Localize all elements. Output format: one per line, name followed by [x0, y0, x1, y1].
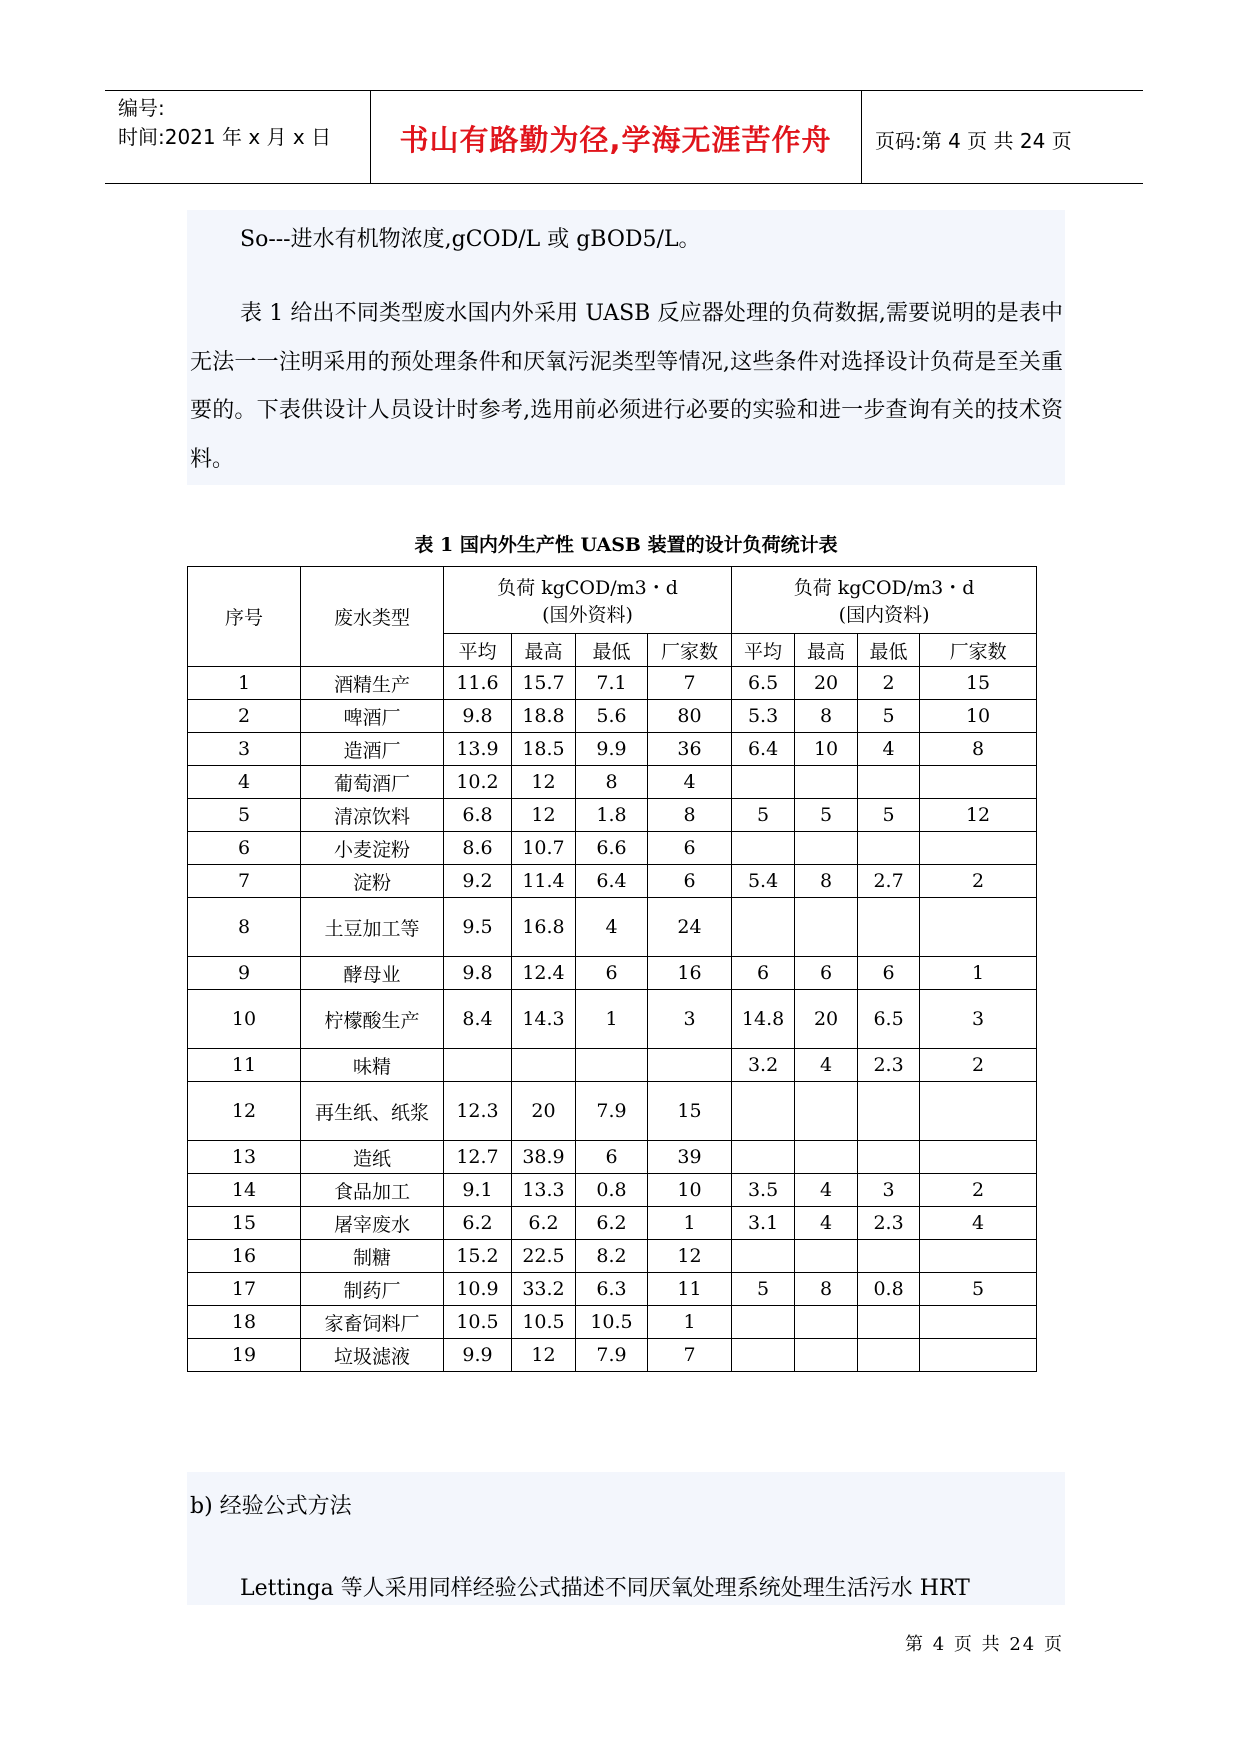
cell-foreign-max: 12 [512, 799, 576, 832]
cell-domestic-avg: 5.3 [732, 700, 795, 733]
cell-domestic-min [858, 832, 920, 865]
cell-type: 造纸 [301, 1141, 444, 1174]
cell-foreign-min: 6 [576, 957, 648, 990]
cell-domestic-plants: 10 [920, 700, 1037, 733]
cell-foreign-min: 0.8 [576, 1174, 648, 1207]
header-divider-right [861, 90, 862, 183]
header-page-info: 页码:第 4 页 共 24 页 [875, 129, 1072, 153]
cell-type: 制糖 [301, 1240, 444, 1273]
cell-domestic-max [795, 766, 858, 799]
table-row [188, 700, 1037, 733]
cell-domestic-avg [732, 766, 795, 799]
cell-foreign-plants: 11 [648, 1273, 732, 1306]
lettinga-line: Lettinga 等人采用同样经验公式描述不同厌氧处理系统处理生活污水 HRT [240, 1576, 970, 1601]
cell-domestic-min: 3 [858, 1174, 920, 1207]
subheader-domestic-avg: 平均 [732, 634, 795, 667]
table-row [188, 865, 1037, 898]
cell-domestic-avg: 3.1 [732, 1207, 795, 1240]
cell-domestic-max: 8 [795, 1273, 858, 1306]
cell-foreign-min: 10.5 [576, 1306, 648, 1339]
cell-foreign-avg: 12.3 [444, 1082, 512, 1141]
subheader-foreign-min: 最低 [576, 634, 648, 667]
cell-seq: 12 [188, 1082, 301, 1141]
table-row [188, 1339, 1037, 1372]
cell-domestic-min: 2.3 [858, 1049, 920, 1082]
cell-foreign-max: 10.7 [512, 832, 576, 865]
cell-domestic-plants [920, 1240, 1037, 1273]
cell-domestic-min [858, 1306, 920, 1339]
cell-type: 食品加工 [301, 1174, 444, 1207]
cell-foreign-avg: 6.8 [444, 799, 512, 832]
cell-domestic-plants: 2 [920, 865, 1037, 898]
cell-foreign-avg [444, 1049, 512, 1082]
cell-type: 酒精生产 [301, 667, 444, 700]
cell-domestic-avg [732, 1240, 795, 1273]
cell-foreign-plants: 4 [648, 766, 732, 799]
cell-domestic-plants: 12 [920, 799, 1037, 832]
cell-domestic-min: 4 [858, 733, 920, 766]
cell-foreign-avg: 8.4 [444, 990, 512, 1049]
cell-seq: 19 [188, 1339, 301, 1372]
cell-domestic-min: 2.7 [858, 865, 920, 898]
table-row [188, 733, 1037, 766]
cell-domestic-avg: 5 [732, 799, 795, 832]
cell-domestic-min: 0.8 [858, 1273, 920, 1306]
section-b-heading: b) 经验公式方法 [190, 1494, 352, 1519]
table-row [188, 1049, 1037, 1082]
cell-seq: 15 [188, 1207, 301, 1240]
cell-foreign-plants: 3 [648, 990, 732, 1049]
cell-domestic-min: 2 [858, 667, 920, 700]
cell-domestic-min [858, 1240, 920, 1273]
cell-seq: 3 [188, 733, 301, 766]
subheader-foreign-plants: 厂家数 [648, 634, 732, 667]
cell-foreign-min: 9.9 [576, 733, 648, 766]
cell-foreign-max: 12 [512, 1339, 576, 1372]
cell-foreign-max: 22.5 [512, 1240, 576, 1273]
table-body [188, 667, 1037, 1372]
cell-foreign-avg: 12.7 [444, 1141, 512, 1174]
cell-domestic-max: 8 [795, 865, 858, 898]
cell-type: 屠宰废水 [301, 1207, 444, 1240]
cell-domestic-avg: 14.8 [732, 990, 795, 1049]
cell-domestic-plants [920, 898, 1037, 957]
header-domestic-group [732, 567, 1037, 634]
cell-domestic-min [858, 1339, 920, 1372]
cell-foreign-min: 1.8 [576, 799, 648, 832]
header-wastewater-type: 废水类型 [301, 567, 444, 667]
cell-foreign-plants: 80 [648, 700, 732, 733]
cell-domestic-max: 6 [795, 957, 858, 990]
cell-foreign-plants: 36 [648, 733, 732, 766]
cell-seq: 9 [188, 957, 301, 990]
doc-time-label: 时间:2021 年 x 月 x 日 [118, 125, 332, 149]
cell-type: 造酒厂 [301, 733, 444, 766]
cell-domestic-max [795, 898, 858, 957]
cell-foreign-avg: 10.9 [444, 1273, 512, 1306]
cell-domestic-max [795, 1306, 858, 1339]
so-definition-line: So---进水有机物浓度,gCOD/L 或 gBOD5/L。 [240, 227, 701, 252]
cell-type: 小麦淀粉 [301, 832, 444, 865]
cell-foreign-min: 6.2 [576, 1207, 648, 1240]
table-row [188, 957, 1037, 990]
cell-domestic-max: 20 [795, 667, 858, 700]
cell-foreign-avg: 9.1 [444, 1174, 512, 1207]
intro-paragraph: 表 1 给出不同类型废水国内外采用 UASB 反应器处理的负荷数据,需要说明的是表中无法一一注明采用的预处理条件和厌氧污泥类型等情况,这些条件对选择设计负荷是至关重要的。下表供设计人员设计时参考,选用前必须进行必要的实验和进一步查询有关的技术资料。 [190, 301, 1063, 472]
cell-domestic-plants: 3 [920, 990, 1037, 1049]
cell-type: 酵母业 [301, 957, 444, 990]
cell-domestic-max [795, 1339, 858, 1372]
header-foreign-group [444, 567, 732, 634]
cell-domestic-plants [920, 1306, 1037, 1339]
cell-foreign-plants: 12 [648, 1240, 732, 1273]
cell-domestic-avg: 5 [732, 1273, 795, 1306]
cell-foreign-min: 7.1 [576, 667, 648, 700]
cell-domestic-min: 5 [858, 799, 920, 832]
cell-foreign-plants [648, 1049, 732, 1082]
table-row [188, 832, 1037, 865]
table-title: 表 1 国内外生产性 UASB 装置的设计负荷统计表 [414, 534, 838, 556]
cell-type: 再生纸、纸浆 [301, 1082, 444, 1141]
cell-foreign-max: 6.2 [512, 1207, 576, 1240]
cell-domestic-max [795, 1141, 858, 1174]
cell-domestic-max [795, 832, 858, 865]
cell-foreign-avg: 10.2 [444, 766, 512, 799]
table-row [188, 1207, 1037, 1240]
cell-foreign-avg: 9.2 [444, 865, 512, 898]
cell-foreign-plants: 8 [648, 799, 732, 832]
cell-type: 淀粉 [301, 865, 444, 898]
cell-domestic-avg: 6.5 [732, 667, 795, 700]
cell-foreign-avg: 10.5 [444, 1306, 512, 1339]
cell-foreign-plants: 7 [648, 1339, 732, 1372]
header-top-rule [105, 90, 1143, 91]
cell-domestic-plants: 2 [920, 1049, 1037, 1082]
cell-foreign-max: 33.2 [512, 1273, 576, 1306]
header-bottom-rule [105, 183, 1143, 184]
cell-foreign-plants: 16 [648, 957, 732, 990]
cell-domestic-avg [732, 1339, 795, 1372]
cell-type: 啤酒厂 [301, 700, 444, 733]
cell-foreign-min: 6.3 [576, 1273, 648, 1306]
cell-foreign-plants: 1 [648, 1306, 732, 1339]
cell-type: 柠檬酸生产 [301, 990, 444, 1049]
cell-foreign-avg: 9.9 [444, 1339, 512, 1372]
cell-domestic-plants: 2 [920, 1174, 1037, 1207]
cell-foreign-avg: 9.8 [444, 957, 512, 990]
cell-foreign-max: 18.5 [512, 733, 576, 766]
subheader-domestic-plants: 厂家数 [920, 634, 1037, 667]
header-domestic-source: (国内资料) [838, 604, 930, 626]
cell-foreign-min [576, 1049, 648, 1082]
cell-seq: 1 [188, 667, 301, 700]
cell-seq: 11 [188, 1049, 301, 1082]
cell-domestic-avg [732, 1141, 795, 1174]
cell-type: 味精 [301, 1049, 444, 1082]
cell-domestic-avg: 3.5 [732, 1174, 795, 1207]
cell-foreign-plants: 10 [648, 1174, 732, 1207]
cell-domestic-avg: 3.2 [732, 1049, 795, 1082]
header-seq: 序号 [188, 567, 301, 667]
cell-domestic-max: 5 [795, 799, 858, 832]
cell-foreign-plants: 6 [648, 832, 732, 865]
cell-foreign-max: 20 [512, 1082, 576, 1141]
cell-domestic-min: 2.3 [858, 1207, 920, 1240]
cell-foreign-min: 7.9 [576, 1339, 648, 1372]
cell-domestic-plants: 5 [920, 1273, 1037, 1306]
cell-foreign-avg: 9.5 [444, 898, 512, 957]
cell-seq: 6 [188, 832, 301, 865]
cell-foreign-plants: 6 [648, 865, 732, 898]
cell-type: 土豆加工等 [301, 898, 444, 957]
table-row [188, 1174, 1037, 1207]
cell-type: 家畜饲料厂 [301, 1306, 444, 1339]
cell-type: 垃圾滤液 [301, 1339, 444, 1372]
cell-foreign-min: 8 [576, 766, 648, 799]
cell-foreign-avg: 15.2 [444, 1240, 512, 1273]
cell-domestic-avg: 6 [732, 957, 795, 990]
table-row [188, 898, 1037, 957]
table-row [188, 1240, 1037, 1273]
cell-domestic-plants [920, 766, 1037, 799]
cell-seq: 7 [188, 865, 301, 898]
header-foreign-load: 负荷 kgCOD/m3・d [497, 577, 678, 599]
cell-foreign-max: 15.7 [512, 667, 576, 700]
cell-domestic-plants: 15 [920, 667, 1037, 700]
cell-foreign-min: 8.2 [576, 1240, 648, 1273]
cell-domestic-max: 4 [795, 1207, 858, 1240]
cell-foreign-avg: 9.8 [444, 700, 512, 733]
cell-foreign-min: 4 [576, 898, 648, 957]
cell-domestic-avg [732, 1306, 795, 1339]
cell-foreign-max: 12 [512, 766, 576, 799]
cell-foreign-max: 10.5 [512, 1306, 576, 1339]
table-row [188, 766, 1037, 799]
cell-foreign-max [512, 1049, 576, 1082]
cell-domestic-plants [920, 1082, 1037, 1141]
cell-foreign-min: 6.4 [576, 865, 648, 898]
subheader-domestic-max: 最高 [795, 634, 858, 667]
cell-domestic-plants: 1 [920, 957, 1037, 990]
cell-foreign-plants: 7 [648, 667, 732, 700]
cell-domestic-min [858, 1141, 920, 1174]
subheader-domestic-min: 最低 [858, 634, 920, 667]
table-row [188, 667, 1037, 700]
table-row [188, 1082, 1037, 1141]
cell-seq: 8 [188, 898, 301, 957]
cell-domestic-max: 10 [795, 733, 858, 766]
cell-domestic-avg [732, 1082, 795, 1141]
cell-domestic-min: 6 [858, 957, 920, 990]
cell-domestic-plants [920, 1141, 1037, 1174]
cell-foreign-max: 14.3 [512, 990, 576, 1049]
cell-foreign-min: 7.9 [576, 1082, 648, 1141]
cell-domestic-max: 4 [795, 1174, 858, 1207]
footer-page-number: 第 4 页 共 24 页 [905, 1634, 1064, 1655]
cell-domestic-max [795, 1082, 858, 1141]
cell-seq: 5 [188, 799, 301, 832]
cell-foreign-min: 1 [576, 990, 648, 1049]
cell-foreign-avg: 13.9 [444, 733, 512, 766]
cell-foreign-plants: 15 [648, 1082, 732, 1141]
cell-seq: 14 [188, 1174, 301, 1207]
cell-foreign-min: 6 [576, 1141, 648, 1174]
header-domestic-load: 负荷 kgCOD/m3・d [793, 577, 975, 599]
cell-domestic-min: 5 [858, 700, 920, 733]
cell-domestic-min [858, 1082, 920, 1141]
cell-foreign-max: 18.8 [512, 700, 576, 733]
cell-foreign-plants: 1 [648, 1207, 732, 1240]
cell-foreign-avg: 6.2 [444, 1207, 512, 1240]
cell-domestic-max [795, 1240, 858, 1273]
table-row [188, 990, 1037, 1049]
cell-domestic-avg: 5.4 [732, 865, 795, 898]
cell-foreign-plants: 24 [648, 898, 732, 957]
cell-seq: 2 [188, 700, 301, 733]
cell-domestic-max: 20 [795, 990, 858, 1049]
subheader-foreign-max: 最高 [512, 634, 576, 667]
cell-type: 制药厂 [301, 1273, 444, 1306]
cell-foreign-min: 6.6 [576, 832, 648, 865]
cell-seq: 18 [188, 1306, 301, 1339]
cell-domestic-min [858, 766, 920, 799]
cell-foreign-max: 11.4 [512, 865, 576, 898]
subheader-foreign-avg: 平均 [444, 634, 512, 667]
cell-foreign-avg: 11.6 [444, 667, 512, 700]
cell-domestic-avg: 6.4 [732, 733, 795, 766]
cell-foreign-max: 13.3 [512, 1174, 576, 1207]
cell-domestic-plants: 4 [920, 1207, 1037, 1240]
table-row [188, 1141, 1037, 1174]
cell-domestic-plants [920, 832, 1037, 865]
cell-foreign-max: 12.4 [512, 957, 576, 990]
cell-foreign-max: 16.8 [512, 898, 576, 957]
cell-seq: 17 [188, 1273, 301, 1306]
cell-domestic-plants: 8 [920, 733, 1037, 766]
cell-seq: 4 [188, 766, 301, 799]
cell-seq: 16 [188, 1240, 301, 1273]
table-row [188, 799, 1037, 832]
cell-domestic-max: 4 [795, 1049, 858, 1082]
cell-foreign-max: 38.9 [512, 1141, 576, 1174]
cell-domestic-avg [732, 832, 795, 865]
cell-domestic-plants [920, 1339, 1037, 1372]
cell-foreign-plants: 39 [648, 1141, 732, 1174]
cell-type: 葡萄酒厂 [301, 766, 444, 799]
header-foreign-source: (国外资料) [542, 604, 633, 626]
table-row [188, 1273, 1037, 1306]
cell-type: 清凉饮料 [301, 799, 444, 832]
cell-domestic-min [858, 898, 920, 957]
cell-foreign-avg: 8.6 [444, 832, 512, 865]
cell-seq: 10 [188, 990, 301, 1049]
cell-domestic-max: 8 [795, 700, 858, 733]
doc-number-label: 编号: [118, 96, 165, 120]
cell-foreign-min: 5.6 [576, 700, 648, 733]
cell-seq: 13 [188, 1141, 301, 1174]
load-statistics-table [187, 566, 1037, 1372]
header-motto: 书山有路勤为径,学海无涯苦作舟 [399, 123, 832, 157]
table-row [188, 1306, 1037, 1339]
cell-domestic-avg [732, 898, 795, 957]
cell-domestic-min: 6.5 [858, 990, 920, 1049]
